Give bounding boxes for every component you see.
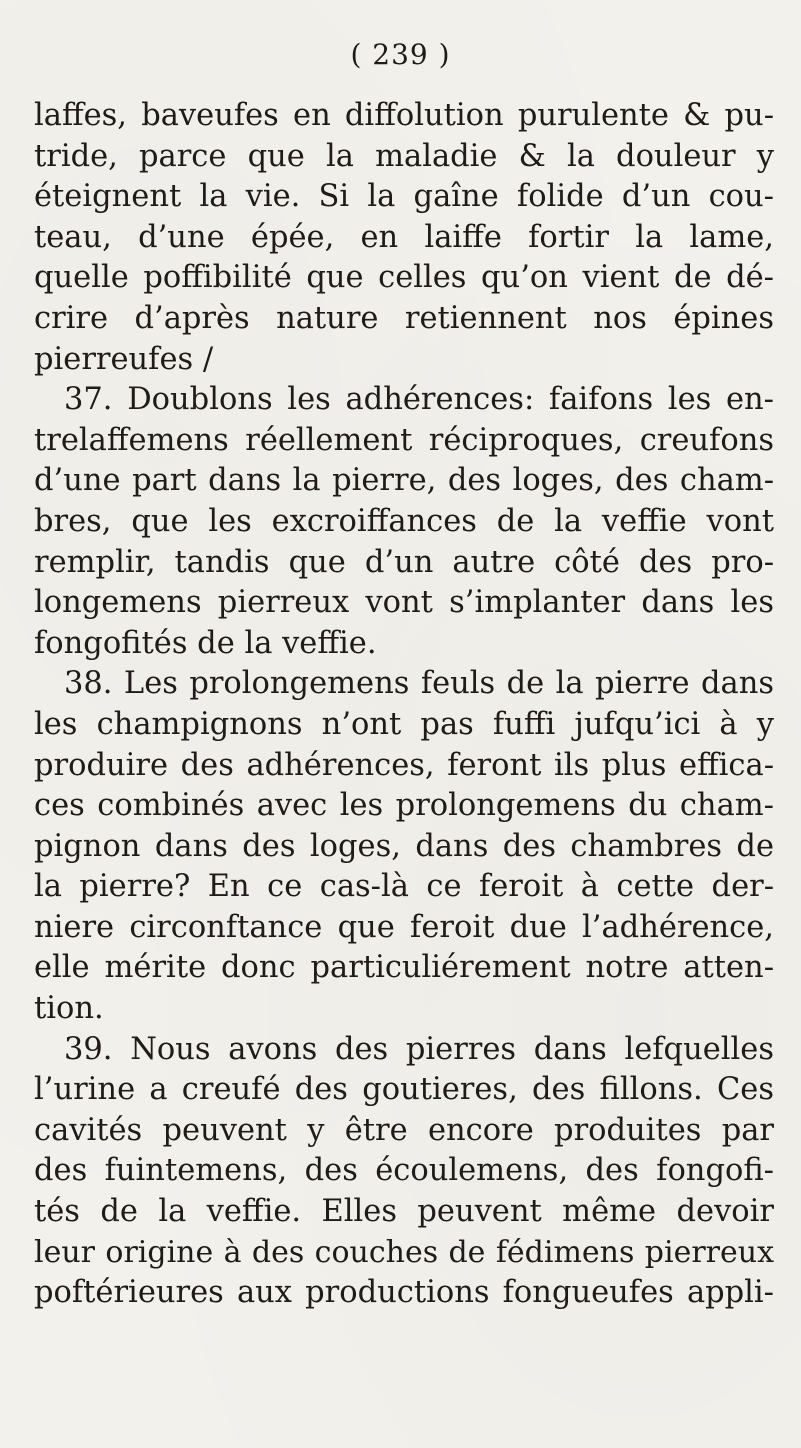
text-line: ces combinés avec les prolongemens du cham- — [34, 788, 774, 824]
text-line: quelle poffibilité que celles qu’on vient de dé- — [34, 260, 774, 296]
text-line: l’urine a creufé des goutieres, des fillons. Ces — [34, 1072, 774, 1108]
text-line: poftérieures aux productions fongueufes appli- — [34, 1275, 774, 1311]
text-line: crire d’après nature retiennent nos épines — [34, 300, 774, 336]
text-line: cavités peuvent y être encore produites par — [34, 1112, 774, 1148]
text-line: 38. Les prolongemens feuls de la pierre dans — [64, 666, 774, 702]
text-line: laffes, baveufes en diffolution purulente & pu- — [34, 98, 774, 133]
text-line: produire des adhérences, feront ils plus effica- — [34, 747, 774, 783]
text-line: 39. Nous avons des pierres dans lefquelles — [64, 1031, 774, 1067]
text-line: d’une part dans la pierre, des loges, des cham- — [34, 463, 774, 499]
text-line: tion. — [34, 991, 104, 1027]
body-text — [34, 96, 774, 1314]
page-number: ( 239 ) — [350, 38, 451, 71]
text-line: trelaffemens réellement réciproques, creufons — [34, 422, 774, 458]
text-line: tés de la veffie. Elles peuvent même devoir — [34, 1194, 774, 1230]
text-line: éteignent la vie. Si la gaîne folide d’un cou- — [34, 179, 774, 215]
text-line: bres, que les excroiffances de la veffie vont — [34, 503, 774, 539]
text-line: fongofités de la veffie. — [34, 625, 377, 661]
text-line: longemens pierreux vont s’implanter dans les — [34, 585, 774, 621]
text-line: des fuintemens, des écoulemens, des fongofi- — [34, 1153, 774, 1189]
text-line: les champignons n’ont pas fuffi jufqu’ici à y — [34, 706, 774, 742]
text-line: pierreufes / — [34, 341, 214, 377]
text-line: tride, parce que la maladie & la douleur y — [34, 138, 774, 174]
text-line: teau, d’une épée, en laiffe fortir la lame, — [34, 219, 774, 255]
text-line: niere circonftance que feroit due l’adhérence, — [34, 909, 774, 945]
text-line: pignon dans des loges, dans des chambres de — [34, 828, 774, 864]
text-line: leur origine à des couches de fédimens pierreux — [34, 1234, 774, 1270]
text-line: elle mérite donc particuliérement notre atten- — [34, 950, 774, 986]
text-line: remplir, tandis que d’un autre côté des pro- — [34, 544, 774, 580]
text-line: 37. Doublons les adhérences: faifons les en- — [64, 382, 774, 418]
text-line: la pierre? En ce cas-là ce feroit à cette der- — [34, 869, 774, 905]
